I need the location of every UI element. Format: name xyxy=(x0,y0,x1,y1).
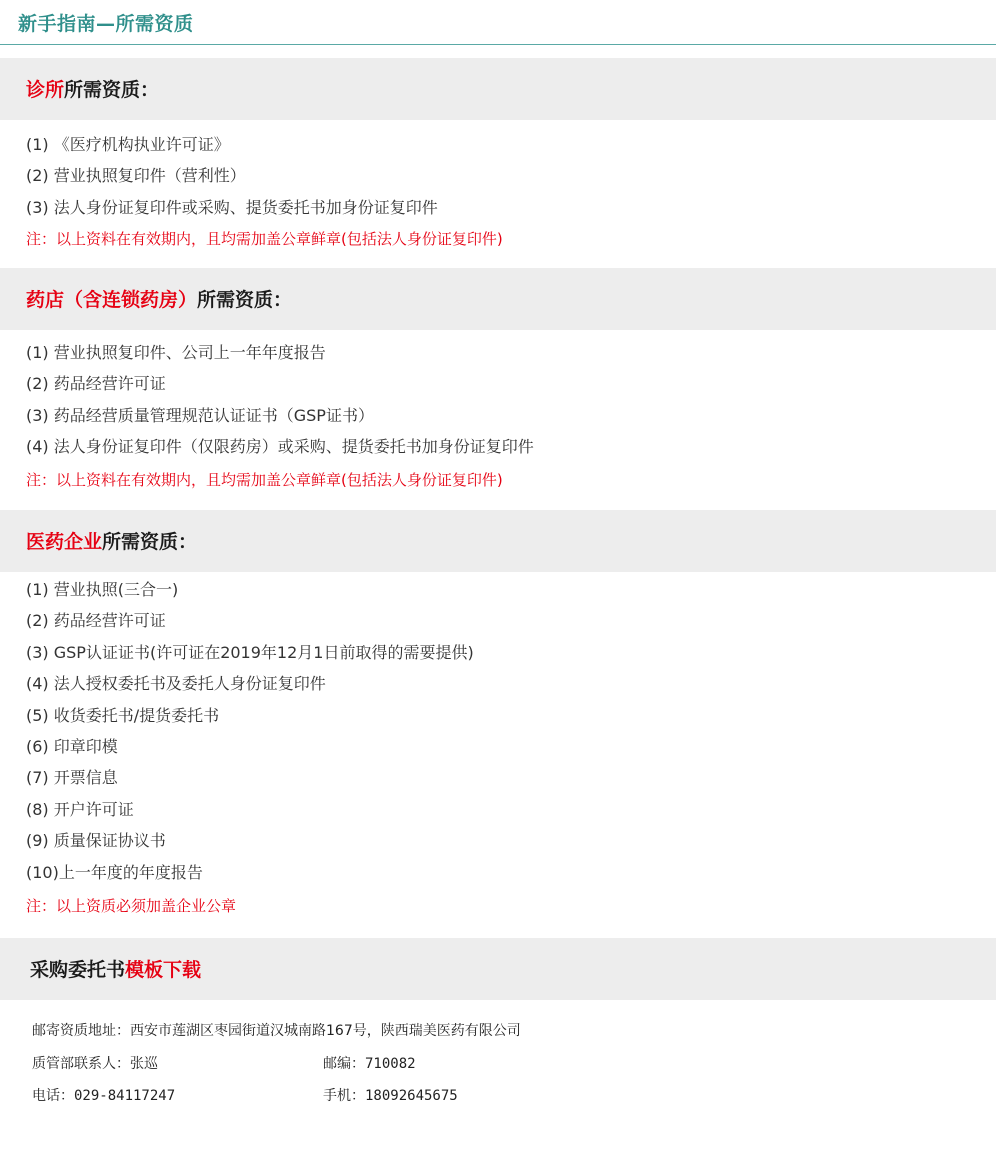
enterprise-section-title xyxy=(26,527,197,554)
mobile xyxy=(323,1085,458,1105)
list-item: (3) 法人身份证复印件或采购、提货委托书加身份证复印件 xyxy=(26,197,438,217)
template-download-link[interactable]: 模板下载 xyxy=(125,959,202,981)
pharmacy-section-header xyxy=(0,268,996,330)
pharmacy-title-rest: 所需资质： xyxy=(197,289,293,311)
address-value: 西安市莲湖区枣园街道汉城南路167号，陕西瑞美医药有限公司 xyxy=(130,1023,521,1039)
postcode-value: 710082 xyxy=(365,1056,416,1072)
pharmacy-title-highlight: 药店（含连锁药房） xyxy=(26,289,198,311)
pharmacy-note: 注：以上资料在有效期内，且均需加盖公章鲜章(包括法人身份证复印件) xyxy=(26,471,503,489)
person-label: 质管部联系人： xyxy=(32,1056,130,1072)
list-item: (2) 药品经营许可证 xyxy=(26,374,166,394)
clinic-section-title xyxy=(26,75,159,102)
pharmacy-requirements-list xyxy=(26,337,534,463)
list-item: (1) 营业执照复印件、公司上一年年度报告 xyxy=(26,343,326,362)
list-item: (9) 质量保证协议书 xyxy=(26,831,166,851)
contact-person xyxy=(32,1053,158,1073)
list-item: (2) 药品经营许可证 xyxy=(26,611,166,631)
download-section-header xyxy=(0,938,996,1000)
download-section-title xyxy=(30,955,201,982)
list-item: (4) 法人身份证复印件（仅限药房）或采购、提货委托书加身份证复印件 xyxy=(26,437,534,457)
list-item: (8) 开户许可证 xyxy=(26,799,134,819)
mobile-label: 手机： xyxy=(323,1088,365,1104)
list-item: (5) 收货委托书/提货委托书 xyxy=(26,705,220,725)
list-item: (6) 印章印模 xyxy=(26,736,118,756)
page-header xyxy=(0,0,996,45)
postcode-label: 邮编： xyxy=(323,1056,365,1072)
download-title-prefix: 采购委托书 xyxy=(30,959,126,981)
list-item: (4) 法人授权委托书及委托人身份证复印件 xyxy=(26,674,326,694)
phone xyxy=(32,1085,175,1105)
enterprise-section-header xyxy=(0,510,996,572)
enterprise-note: 注：以上资质必须加盖企业公章 xyxy=(26,897,237,915)
enterprise-requirements-list xyxy=(26,574,474,888)
enterprise-title-rest: 所需资质： xyxy=(102,531,198,553)
list-item: (2) 营业执照复印件（营利性） xyxy=(26,166,246,186)
person-value: 张巡 xyxy=(130,1056,158,1072)
clinic-note: 注：以上资料在有效期内，且均需加盖公章鲜章(包括法人身份证复印件) xyxy=(26,230,503,248)
address-label: 邮寄资质地址： xyxy=(32,1023,130,1039)
page-title: 新手指南—所需资质 xyxy=(18,13,194,35)
list-item: (1) 营业执照(三合一) xyxy=(26,580,179,599)
clinic-requirements-list xyxy=(26,129,438,223)
list-item: (10)上一年度的年度报告 xyxy=(26,862,203,882)
list-item: (3) 药品经营质量管理规范认证证书（GSP证书） xyxy=(26,405,374,425)
enterprise-title-highlight: 医药企业 xyxy=(26,531,103,553)
clinic-title-highlight: 诊所 xyxy=(26,79,65,101)
clinic-section-header xyxy=(0,58,996,120)
clinic-title-rest: 所需资质： xyxy=(64,79,160,101)
pharmacy-section-title xyxy=(26,285,292,312)
list-item: (7) 开票信息 xyxy=(26,768,118,788)
phone-value: 029-84117247 xyxy=(74,1088,176,1104)
postcode xyxy=(323,1053,416,1073)
mobile-value: 18092645675 xyxy=(365,1088,458,1104)
mailing-address xyxy=(32,1020,521,1040)
phone-label: 电话： xyxy=(32,1088,74,1104)
list-item: (1) 《医疗机构执业许可证》 xyxy=(26,135,230,154)
list-item: (3) GSP认证证书(许可证在2019年12月1日前取得的需要提供) xyxy=(26,642,474,662)
